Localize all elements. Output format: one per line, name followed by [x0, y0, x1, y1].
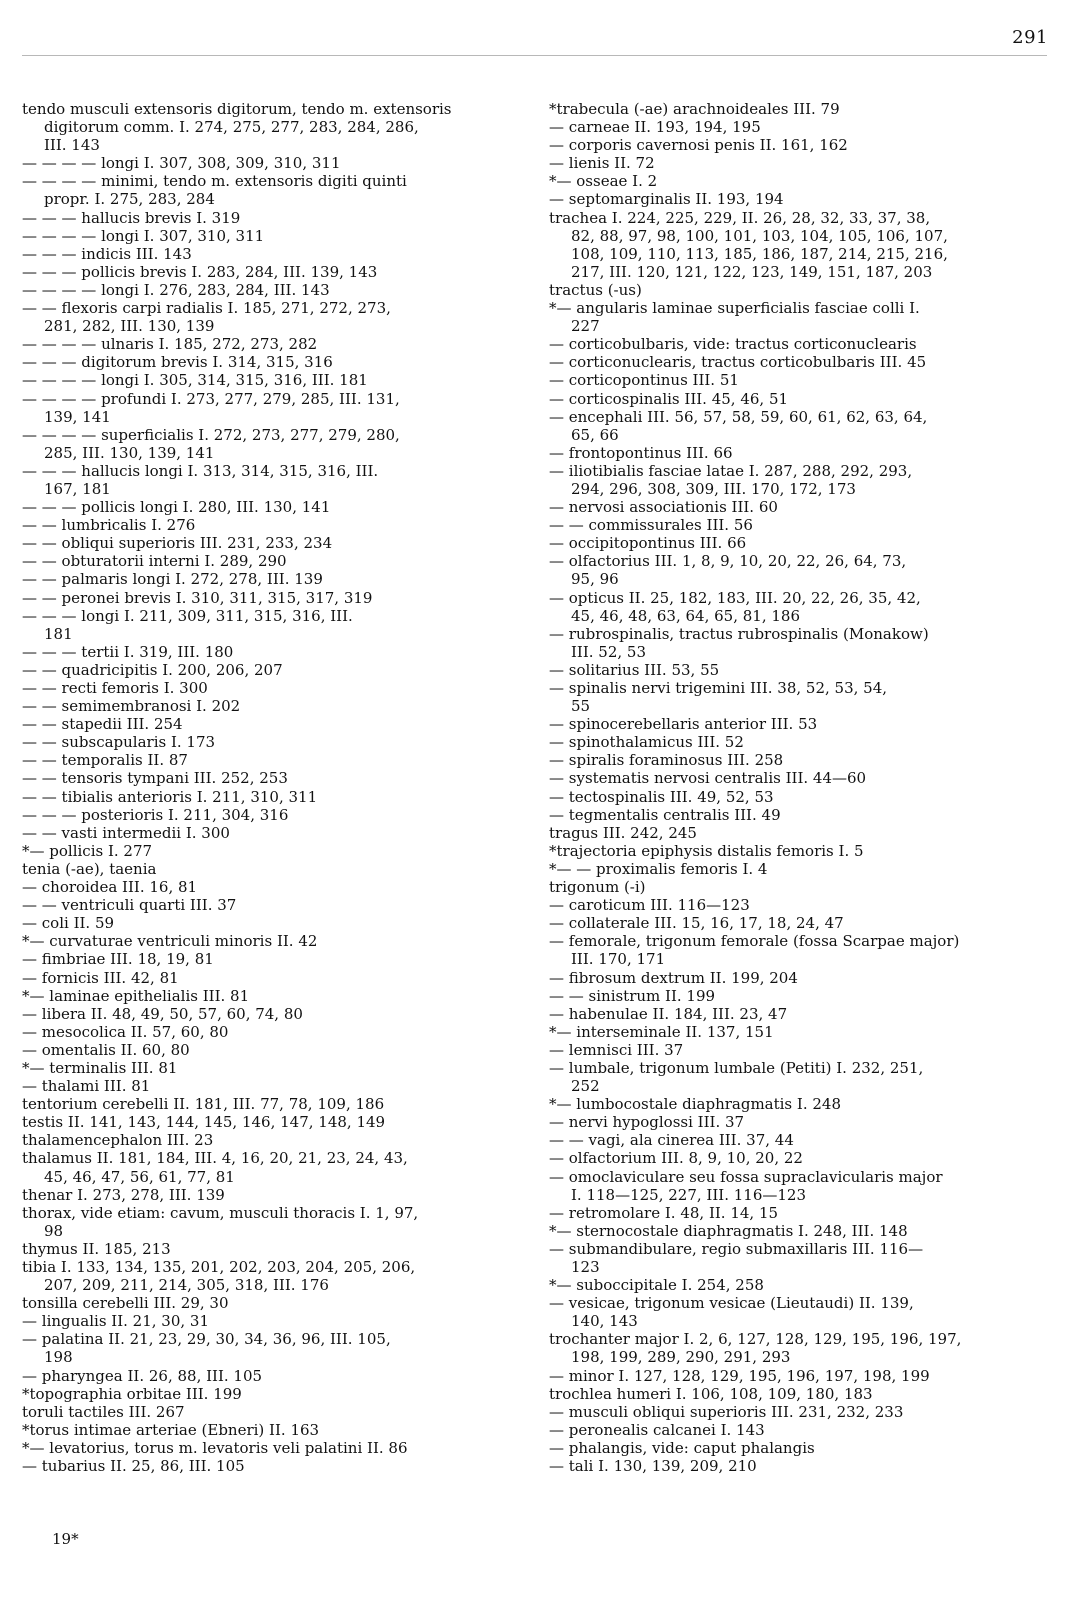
- index-entry-line: — fornicis III. 42, 81: [22, 968, 179, 987]
- index-entry-line: — — — — longi I. 307, 310, 311: [22, 226, 265, 245]
- index-entry-line: — — — indicis III. 143: [22, 244, 192, 263]
- index-entry-line: — corticobulbaris, vide: tractus corticonuclearis: [549, 335, 917, 354]
- index-entry-line: — tubarius II. 25, 86, III. 105: [22, 1457, 245, 1476]
- index-entry-line: *— sternocostale diaphragmatis I. 248, III. 148: [549, 1221, 908, 1240]
- index-entry-line: *— suboccipitale I. 254, 258: [549, 1276, 764, 1295]
- index-entry-line: — thalami III. 81: [22, 1077, 151, 1096]
- index-entry-line: 45, 46, 47, 56, 61, 77, 81: [44, 1167, 235, 1186]
- index-entry-line: — — — — minimi, tendo m. extensoris digiti quinti: [22, 172, 407, 191]
- index-entry-line: thorax, vide etiam: cavum, musculi thoracis I. 1, 97,: [22, 1203, 419, 1222]
- index-entry-line: — — vasti intermedii I. 300: [22, 823, 230, 842]
- index-entry-line: — systematis nervosi centralis III. 44—60: [549, 769, 867, 788]
- index-entry-line: — — — — longi I. 276, 283, 284, III. 143: [22, 280, 330, 299]
- index-entry-line: tragus III. 242, 245: [549, 823, 697, 842]
- index-entry-line: — lingualis II. 21, 30, 31: [22, 1312, 210, 1331]
- index-entry-line: 198: [44, 1348, 73, 1367]
- index-column-right: [549, 100, 1044, 1475]
- index-entry-line: — rubrospinalis, tractus rubrospinalis (Monakow): [549, 624, 929, 643]
- index-entry-line: — — vagi, ala cinerea III. 37, 44: [549, 1131, 794, 1150]
- index-entry-line: — olfactorius III. 1, 8, 9, 10, 20, 22, 26, 64, 73,: [549, 552, 907, 571]
- index-entry-line: 55: [571, 697, 591, 716]
- index-entry-line: trochanter major I. 2, 6, 127, 128, 129, 195, 196, 197,: [549, 1330, 962, 1349]
- index-entry-line: trachea I. 224, 225, 229, II. 26, 28, 32, 33, 37, 38,: [549, 208, 931, 227]
- index-entry-line: — — obliqui superioris III. 231, 233, 234: [22, 534, 333, 553]
- index-entry-line: — — stapedii III. 254: [22, 715, 183, 734]
- index-entry-line: — corticopontinus III. 51: [549, 371, 739, 390]
- index-entry-line: *— lumbocostale diaphragmatis I. 248: [549, 1095, 841, 1114]
- index-entry-line: — — subscapularis I. 173: [22, 733, 216, 752]
- index-entry-line: 98: [44, 1221, 64, 1240]
- index-entry-line: *trabecula (-ae) arachnoideales III. 79: [549, 100, 840, 118]
- index-entry-line: thenar I. 273, 278, III. 139: [22, 1185, 225, 1204]
- index-entry-line: propr. I. 275, 283, 284: [44, 190, 215, 209]
- index-entry-line: III. 170, 171: [571, 950, 666, 969]
- index-entry-line: — — — tertii I. 319, III. 180: [22, 642, 234, 661]
- index-entry-line: — corticonuclearis, tractus corticobulbaris III. 45: [549, 353, 927, 372]
- index-entry-line: *— interseminale II. 137, 151: [549, 1022, 774, 1041]
- index-entry-line: — — — posterioris I. 211, 304, 316: [22, 805, 289, 824]
- index-entry-line: *trajectoria epiphysis distalis femoris I. 5: [549, 841, 864, 860]
- index-entry-line: 294, 296, 308, 309, III. 170, 172, 173: [571, 479, 856, 498]
- index-entry-line: — solitarius III. 53, 55: [549, 660, 720, 679]
- index-entry-line: — — — hallucis longi I. 313, 314, 315, 316, III.: [22, 461, 379, 480]
- index-entry-line: — — — — ulnaris I. 185, 272, 273, 282: [22, 335, 318, 354]
- index-column-left: [22, 100, 518, 1475]
- index-entry-line: — — — longi I. 211, 309, 311, 315, 316, III.: [22, 606, 353, 625]
- index-entry-line: III. 52, 53: [571, 642, 647, 661]
- index-entry-line: — — quadricipitis I. 200, 206, 207: [22, 660, 283, 679]
- index-entry-line: *— angularis laminae superficialis fasciae colli I.: [549, 299, 920, 318]
- index-entry-line: — fimbriae III. 18, 19, 81: [22, 950, 214, 969]
- index-entry-line: — collaterale III. 15, 16, 17, 18, 24, 47: [549, 914, 844, 933]
- index-entry-line: *— — proximalis femoris I. 4: [549, 859, 768, 878]
- index-entry-line: — — — — longi I. 305, 314, 315, 316, III. 181: [22, 371, 368, 390]
- index-entry-line: — omoclaviculare seu fossa supraclavicularis major: [549, 1167, 943, 1186]
- index-entry-line: — lumbale, trigonum lumbale (Petiti) I. 232, 251,: [549, 1058, 924, 1077]
- index-entry-line: *— laminae epithelialis III. 81: [22, 986, 250, 1005]
- index-entry-line: 252: [571, 1077, 600, 1096]
- signature-mark: 19*: [52, 1530, 79, 1548]
- index-entry-line: *— terminalis III. 81: [22, 1058, 178, 1077]
- index-entry-line: — spinalis nervi trigemini III. 38, 52, 53, 54,: [549, 679, 888, 697]
- index-entry-line: tibia I. 133, 134, 135, 201, 202, 203, 204, 205, 206,: [22, 1258, 416, 1276]
- index-entry-line: — — — pollicis longi I. 280, III. 130, 141: [22, 498, 331, 517]
- index-entry-line: — tali I. 130, 139, 209, 210: [549, 1457, 757, 1476]
- index-entry-line: — corticospinalis III. 45, 46, 51: [549, 389, 789, 408]
- index-entry-line: *torus intimae arteriae (Ebneri) II. 163: [22, 1420, 320, 1439]
- index-entry-line: III. 143: [44, 136, 100, 155]
- index-entry-line: — olfactorium III. 8, 9, 10, 20, 22: [549, 1149, 803, 1168]
- index-entry-line: — spinocerebellaris anterior III. 53: [549, 715, 818, 734]
- index-entry-line: *— pollicis I. 277: [22, 841, 153, 860]
- index-entry-line: — — lumbricalis I. 276: [22, 516, 196, 535]
- index-entry-line: digitorum comm. I. 274, 275, 277, 283, 284, 286,: [44, 118, 419, 137]
- index-entry-line: — — — — superficialis I. 272, 273, 277, 279, 280,: [22, 425, 400, 444]
- index-entry-line: — iliotibialis fasciae latae I. 287, 288, 292, 293,: [549, 461, 913, 480]
- index-entry-line: — — semimembranosi I. 202: [22, 697, 241, 716]
- index-entry-line: 140, 143: [571, 1312, 638, 1331]
- index-entry-line: thalamus II. 181, 184, III. 4, 16, 20, 21, 23, 24, 43,: [22, 1149, 408, 1168]
- index-entry-line: 181: [44, 624, 73, 643]
- index-entry-line: tonsilla cerebelli III. 29, 30: [22, 1294, 229, 1313]
- index-entry-line: testis II. 141, 143, 144, 145, 146, 147, 148, 149: [22, 1113, 386, 1132]
- index-entry-line: — — tensoris tympani III. 252, 253: [22, 769, 288, 788]
- index-entry-line: — — palmaris longi I. 272, 278, III. 139: [22, 570, 323, 589]
- index-entry-line: — lienis II. 72: [549, 154, 655, 173]
- index-entry-line: — — ventriculi quarti III. 37: [22, 896, 237, 915]
- index-entry-line: 95, 96: [571, 570, 619, 589]
- index-entry-line: 198, 199, 289, 290, 291, 293: [571, 1348, 791, 1367]
- index-entry-line: *— osseae I. 2: [549, 172, 658, 191]
- index-entry-line: — retromolare I. 48, II. 14, 15: [549, 1203, 779, 1222]
- index-entry-line: — phalangis, vide: caput phalangis: [549, 1438, 815, 1457]
- header-rule: [22, 55, 1047, 56]
- index-entry-line: — coli II. 59: [22, 914, 115, 933]
- index-entry-line: 227: [571, 317, 600, 336]
- index-entry-line: 167, 181: [44, 479, 111, 498]
- index-entry-line: 281, 282, III. 130, 139: [44, 317, 215, 336]
- index-entry-line: — nervi hypoglossi III. 37: [549, 1113, 745, 1132]
- page-number: 291: [1012, 27, 1048, 48]
- index-entry-line: — lemnisci III. 37: [549, 1040, 684, 1059]
- index-entry-line: 139, 141: [44, 407, 111, 426]
- index-entry-line: — spiralis foraminosus III. 258: [549, 751, 784, 770]
- index-entry-line: 108, 109, 110, 113, 185, 186, 187, 214, 215, 216,: [571, 244, 948, 263]
- index-entry-line: trigonum (-i): [549, 878, 646, 897]
- index-entry-line: — habenulae II. 184, III. 23, 47: [549, 1004, 788, 1023]
- index-entry-line: 285, III. 130, 139, 141: [44, 443, 215, 462]
- index-entry-line: — palatina II. 21, 23, 29, 30, 34, 36, 96, III. 105,: [22, 1330, 391, 1349]
- index-entry-line: tenia (-ae), taenia: [22, 859, 157, 878]
- index-entry-line: — spinothalamicus III. 52: [549, 733, 744, 752]
- index-entry-line: — — obturatorii interni I. 289, 290: [22, 552, 287, 571]
- index-entry-line: — — — pollicis brevis I. 283, 284, III. 139, 143: [22, 262, 378, 281]
- index-entry-line: 45, 46, 48, 63, 64, 65, 81, 186: [571, 606, 800, 625]
- index-entry-line: *— curvaturae ventriculi minoris II. 42: [22, 932, 318, 951]
- index-entry-line: thymus II. 185, 213: [22, 1239, 171, 1258]
- index-entry-line: — — flexoris carpi radialis I. 185, 271, 272, 273,: [22, 299, 391, 318]
- index-entry-line: — pharyngea II. 26, 88, III. 105: [22, 1366, 263, 1385]
- index-entry-line: — — temporalis II. 87: [22, 751, 188, 770]
- index-entry-line: — septomarginalis II. 193, 194: [549, 190, 784, 209]
- index-entry-line: tractus (-us): [549, 280, 642, 299]
- index-entry-line: trochlea humeri I. 106, 108, 109, 180, 183: [549, 1384, 873, 1403]
- index-entry-line: — opticus II. 25, 182, 183, III. 20, 22, 26, 35, 42,: [549, 588, 921, 607]
- index-entry-line: 123: [571, 1258, 600, 1276]
- index-entry-line: — — — digitorum brevis I. 314, 315, 316: [22, 353, 333, 372]
- index-entry-line: — — — — longi I. 307, 308, 309, 310, 311: [22, 154, 341, 173]
- index-entry-line: — musculi obliqui superioris III. 231, 232, 233: [549, 1402, 904, 1421]
- index-entry-line: — — sinistrum II. 199: [549, 986, 716, 1005]
- index-entry-line: — — peronei brevis I. 310, 311, 315, 317, 319: [22, 588, 373, 607]
- index-entry-line: — choroidea III. 16, 81: [22, 878, 198, 897]
- index-entry-line: — omentalis II. 60, 80: [22, 1040, 190, 1059]
- index-entry-line: 82, 88, 97, 98, 100, 101, 103, 104, 105, 106, 107,: [571, 226, 948, 245]
- index-entry-line: — corporis cavernosi penis II. 161, 162: [549, 136, 848, 155]
- index-entry-line: — tectospinalis III. 49, 52, 53: [549, 787, 774, 806]
- index-entry-line: — occipitopontinus III. 66: [549, 534, 747, 553]
- index-entry-line: — — tibialis anterioris I. 211, 310, 311: [22, 787, 318, 806]
- index-entry-line: — submandibulare, regio submaxillaris III. 116—: [549, 1239, 924, 1258]
- index-entry-line: — — recti femoris I. 300: [22, 679, 208, 697]
- index-entry-line: — carneae II. 193, 194, 195: [549, 118, 761, 137]
- index-entry-line: 65, 66: [571, 425, 619, 444]
- index-entry-line: — mesocolica II. 57, 60, 80: [22, 1022, 229, 1041]
- index-entry-line: *— levatorius, torus m. levatoris veli palatini II. 86: [22, 1438, 408, 1457]
- index-entry-line: tentorium cerebelli II. 181, III. 77, 78, 109, 186: [22, 1095, 385, 1114]
- index-entry-line: — — — hallucis brevis I. 319: [22, 208, 241, 227]
- index-entry-line: — minor I. 127, 128, 129, 195, 196, 197, 198, 199: [549, 1366, 930, 1385]
- index-entry-line: — femorale, trigonum femorale (fossa Scarpae major): [549, 932, 960, 951]
- index-entry-line: — tegmentalis centralis III. 49: [549, 805, 781, 824]
- index-entry-line: 217, III. 120, 121, 122, 123, 149, 151, 187, 203: [571, 262, 933, 281]
- index-entry-line: — encephali III. 56, 57, 58, 59, 60, 61, 62, 63, 64,: [549, 407, 928, 426]
- index-entry-line: tendo musculi extensoris digitorum, tendo m. extensoris: [22, 100, 452, 118]
- index-entry-line: I. 118—125, 227, III. 116—123: [571, 1185, 806, 1204]
- index-entry-line: — nervosi associationis III. 60: [549, 498, 778, 517]
- index-entry-line: — peronealis calcanei I. 143: [549, 1420, 765, 1439]
- index-entry-line: — caroticum III. 116—123: [549, 896, 750, 915]
- index-entry-line: — — — — profundi I. 273, 277, 279, 285, III. 131,: [22, 389, 400, 408]
- index-entry-line: *topographia orbitae III. 199: [22, 1384, 242, 1403]
- index-entry-line: — fibrosum dextrum II. 199, 204: [549, 968, 798, 987]
- index-entry-line: 207, 209, 211, 214, 305, 318, III. 176: [44, 1276, 329, 1295]
- index-entry-line: — frontopontinus III. 66: [549, 443, 733, 462]
- index-entry-line: thalamencephalon III. 23: [22, 1131, 214, 1150]
- index-entry-line: toruli tactiles III. 267: [22, 1402, 185, 1421]
- index-entry-line: — vesicae, trigonum vesicae (Lieutaudi) II. 139,: [549, 1294, 914, 1313]
- index-entry-line: — libera II. 48, 49, 50, 57, 60, 74, 80: [22, 1004, 303, 1023]
- index-entry-line: — — commissurales III. 56: [549, 516, 753, 535]
